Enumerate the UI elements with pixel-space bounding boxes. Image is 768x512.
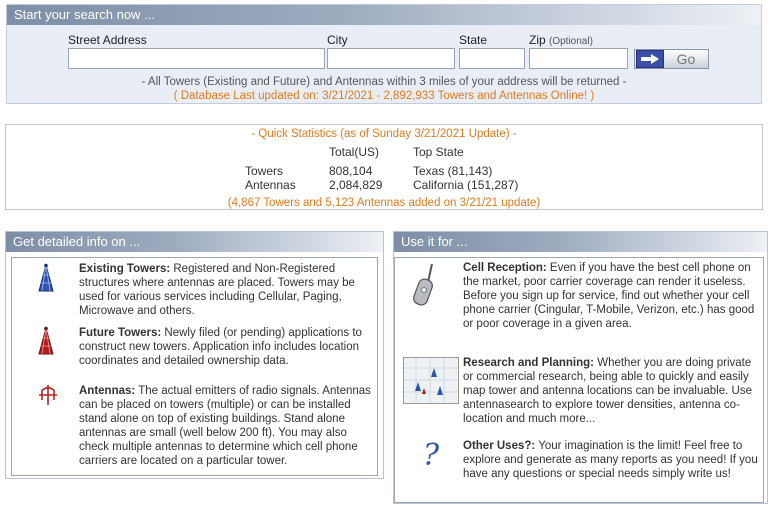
city-label: City: [327, 33, 348, 47]
go-button-label: Go: [676, 51, 696, 67]
map-icon: [403, 357, 459, 404]
research-planning-description: [463, 356, 758, 426]
search-radius-note: - All Towers (Existing and Future) and Antennas within 3 miles of your address will be returned -: [141, 76, 627, 88]
existing-towers-text: Registered and Non-Registered structures where antennas are placed. Towers may be used for various services including Cellular, Paging, Microwave and others.: [79, 263, 355, 317]
state-input[interactable]: [459, 48, 525, 69]
street-address-input[interactable]: [68, 48, 325, 69]
quick-statistics-panel: [5, 124, 763, 210]
detailed-info-header: Get detailed info on ...: [6, 232, 383, 252]
research-planning-text: Whether you are doing private or commercial research, being able to quickly and easily map tower and antenna locations can be invaluable. Use antennasearch to explore tower densities, antenna co-location and much more...: [463, 357, 752, 425]
zip-input[interactable]: [529, 48, 628, 69]
towers-top-state: Texas (81,143): [413, 164, 493, 178]
detailed-info-panel: [5, 231, 384, 479]
cell-reception-description: [463, 261, 758, 331]
zip-label-text: Zip: [529, 33, 546, 47]
antennas-description: [79, 384, 371, 468]
zip-optional-text: (Optional): [549, 36, 593, 47]
question-icon: ?: [422, 437, 440, 473]
latest-update-note: (4,867 Towers and 5,123 Antennas added on 3/21/21 update): [227, 197, 541, 209]
detailed-info-box: [11, 257, 378, 476]
search-panel-header: Start your search now ...: [7, 5, 761, 25]
go-button[interactable]: [634, 49, 709, 69]
city-input[interactable]: [327, 48, 455, 69]
street-address-label: Street Address: [68, 33, 147, 47]
research-planning-title: Research and Planning:: [463, 357, 595, 369]
other-uses-title: Other Uses?:: [463, 440, 536, 452]
antennas-title: Antennas:: [79, 385, 136, 397]
existing-towers-title: Existing Towers:: [79, 263, 171, 275]
other-uses-text: Your imagination is the limit! Feel free to explore and generate as many reports as you need! If you have any questions or special needs simply write us!: [463, 440, 758, 480]
other-uses-description: [463, 439, 758, 481]
antennas-top-state: California (151,287): [413, 178, 519, 192]
antennas-text: The actual emitters of radio signals. Antennas can be placed on towers (multiple) or can be installed stand alone on top of existing buildings. Stand alone antennas are small (well below 200 ft). You may also check multiple antennas to determine which cell phone carriers are located on a particular tower.: [79, 385, 371, 467]
blue-tower-icon: [31, 263, 61, 293]
future-towers-text: Newly filed (or pending) applications to construct new towers. Application info includes location coordinates and detailed ownership data.: [79, 327, 362, 367]
antenna-icon: [36, 383, 60, 407]
zip-label: [529, 33, 593, 47]
arrow-right-icon: [636, 50, 664, 68]
use-it-for-header: Use it for ...: [394, 232, 767, 252]
existing-towers-description: [79, 262, 371, 318]
use-it-for-box: [394, 257, 764, 503]
future-towers-title: Future Towers:: [79, 327, 162, 339]
top-state-column-header: Top State: [413, 145, 464, 159]
future-towers-description: [79, 326, 371, 368]
antennas-row-label: Antennas: [245, 178, 296, 192]
red-tower-icon: [31, 326, 61, 356]
cell-reception-text: Even if you have the best cell phone on the market, poor carrier coverage can render it useless. Before you sign up for service, find out whether your cell phone carrier (Cingular, T-Mobile, Verizon, etc.) has good or poor coverage in a given area.: [463, 262, 755, 330]
search-panel: [6, 4, 762, 104]
state-label: State: [459, 33, 488, 47]
total-column-header: Total(US): [329, 145, 380, 159]
cell-phone-icon: [409, 262, 445, 310]
antennas-total: 2,084,829: [329, 178, 383, 192]
database-updated-note: ( Database Last updated on: 3/21/2021 - 2,892,933 Towers and Antennas Online! ): [173, 90, 595, 102]
towers-row-label: Towers: [245, 164, 284, 178]
quick-statistics-title: - Quick Statistics (as of Sunday 3/21/2021 Update) -: [251, 128, 517, 140]
cell-reception-title: Cell Reception:: [463, 262, 547, 274]
towers-total: 808,104: [329, 164, 373, 178]
use-it-for-panel: [393, 231, 768, 504]
